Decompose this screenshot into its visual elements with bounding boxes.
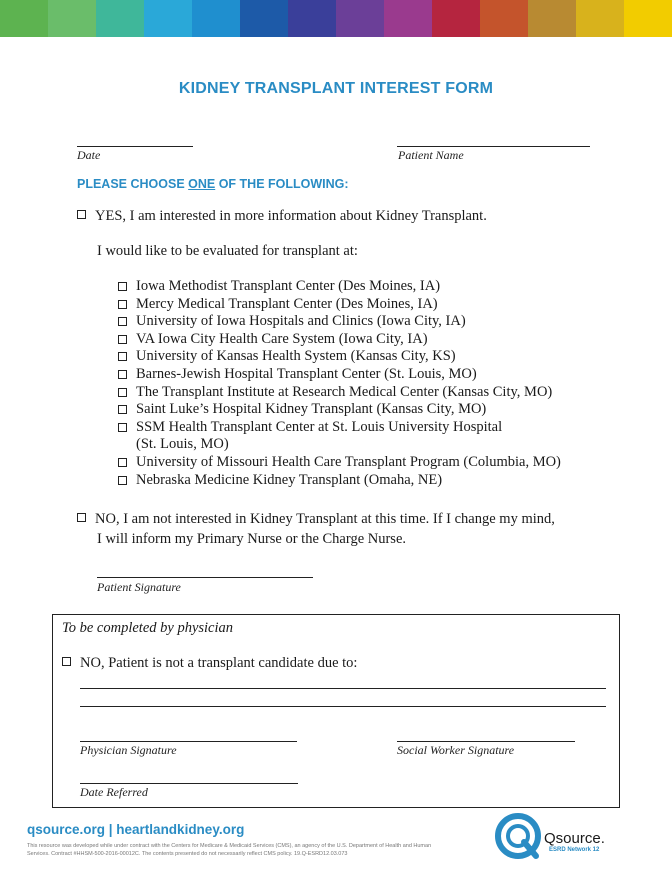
center-name: Barnes-Jewish Hospital Transplant Center (St. Louis, MO): [136, 365, 477, 382]
no-checkbox[interactable]: [77, 513, 86, 522]
date-referred-line[interactable]: [80, 783, 298, 784]
choose-before: PLEASE CHOOSE: [77, 177, 189, 191]
date-line[interactable]: [77, 146, 193, 147]
color-band: [0, 0, 672, 37]
color-band-segment: [0, 0, 48, 37]
color-band-segment: [144, 0, 192, 37]
date-referred-label: Date Referred: [80, 785, 148, 799]
center-checkbox[interactable]: [118, 335, 127, 344]
center-name: VA Iowa City Health Care System (Iowa City, IA): [136, 330, 428, 347]
center-name-continuation: (St. Louis, MO): [136, 436, 229, 453]
physician-section-heading: To be completed by physician: [62, 620, 234, 636]
center-checkbox[interactable]: [118, 370, 127, 379]
color-band-segment: [96, 0, 144, 37]
patient-name-line[interactable]: [397, 146, 590, 147]
color-band-segment: [336, 0, 384, 37]
not-candidate-option: [62, 655, 357, 672]
color-band-segment: [480, 0, 528, 37]
physician-signature-label: Physician Signature: [80, 743, 177, 757]
choose-one: ONE: [188, 177, 216, 191]
transplant-center-option[interactable]: [118, 296, 638, 314]
center-checkbox[interactable]: [118, 352, 127, 361]
footer-links[interactable]: qsource.org | heartlandkidney.org: [27, 822, 245, 837]
choose-after: OF THE FOLLOWING:: [215, 177, 349, 191]
evaluation-prompt: I would like to be evaluated for transplant at:: [97, 243, 358, 259]
center-name: Iowa Methodist Transplant Center (Des Moines, IA): [136, 278, 441, 294]
transplant-center-option[interactable]: [118, 278, 638, 296]
transplant-center-list: [118, 278, 638, 489]
no-option-line1: NO, I am not interested in Kidney Transplant at this time. If I change my mind,: [95, 511, 555, 527]
footer-disclaimer: This resource was developed while under contract with the Centers for Medicare & Medicaid Services (CMS), an agency of the U.S. Department of Health and Human Services. Contract #HHSM-500-2016-00012C. The contents presented do not necessarily reflect CMS policy. 19.Q-ESRD12.03.073: [27, 843, 432, 857]
center-name: University of Kansas Health System (Kansas City, KS): [136, 348, 456, 365]
yes-checkbox[interactable]: [77, 210, 86, 219]
center-checkbox[interactable]: [118, 300, 127, 309]
physician-signature-line[interactable]: [80, 741, 297, 742]
logo-name: Qsource.: [544, 830, 605, 847]
center-name: The Transplant Institute at Research Medical Center (Kansas City, MO): [136, 383, 553, 400]
transplant-center-option[interactable]: [118, 419, 638, 454]
reason-line-1[interactable]: [80, 688, 606, 689]
color-band-segment: [432, 0, 480, 37]
center-name: SSM Health Transplant Center at St. Louis University Hospital: [136, 418, 503, 435]
center-name: University of Iowa Hospitals and Clinics (Iowa City, IA): [136, 313, 466, 330]
patient-signature-line[interactable]: [97, 577, 313, 578]
transplant-center-option[interactable]: [118, 401, 638, 419]
center-checkbox[interactable]: [118, 317, 127, 326]
center-checkbox[interactable]: [118, 388, 127, 397]
reason-line-2[interactable]: [80, 706, 606, 707]
patient-name-label: Patient Name: [398, 148, 464, 162]
center-name: Mercy Medical Transplant Center (Des Moines, IA): [136, 295, 438, 312]
date-label: Date: [77, 148, 101, 162]
transplant-center-option[interactable]: [118, 472, 638, 490]
color-band-segment: [384, 0, 432, 37]
color-band-segment: [288, 0, 336, 37]
yes-option: [77, 206, 487, 226]
yes-option-text: YES, I am interested in more information about Kidney Transplant.: [95, 208, 487, 224]
not-candidate-text: NO, Patient is not a transplant candidate due to:: [80, 655, 358, 671]
center-name: Nebraska Medicine Kidney Transplant (Omaha, NE): [136, 471, 443, 488]
social-worker-signature-line[interactable]: [397, 741, 575, 742]
center-checkbox[interactable]: [118, 405, 127, 414]
color-band-segment: [192, 0, 240, 37]
transplant-center-option[interactable]: [118, 348, 638, 366]
choose-instruction: [77, 177, 349, 191]
transplant-center-option[interactable]: [118, 366, 638, 384]
color-band-segment: [48, 0, 96, 37]
center-checkbox[interactable]: [118, 458, 127, 467]
center-name: University of Missouri Health Care Transplant Program (Columbia, MO): [136, 453, 561, 470]
color-band-segment: [528, 0, 576, 37]
not-candidate-checkbox[interactable]: [62, 657, 71, 666]
physician-section: [52, 614, 620, 808]
transplant-center-option[interactable]: [118, 454, 638, 472]
social-worker-signature-label: Social Worker Signature: [397, 743, 515, 757]
transplant-center-option[interactable]: [118, 384, 638, 402]
center-checkbox[interactable]: [118, 423, 127, 432]
center-name: Saint Luke’s Hospital Kidney Transplant (Kansas City, MO): [136, 401, 487, 418]
logo-subtitle: ESRD Network 12: [549, 847, 600, 853]
patient-signature-label: Patient Signature: [97, 580, 181, 594]
color-band-segment: [240, 0, 288, 37]
no-option-line2: I will inform my Primary Nurse or the Charge Nurse.: [97, 531, 407, 547]
form-title: KIDNEY TRANSPLANT INTEREST FORM: [178, 80, 494, 97]
center-checkbox[interactable]: [118, 476, 127, 485]
color-band-segment: [576, 0, 624, 37]
transplant-center-option[interactable]: [118, 313, 638, 331]
color-band-segment: [624, 0, 672, 37]
center-checkbox[interactable]: [118, 282, 127, 291]
transplant-center-option[interactable]: [118, 331, 638, 349]
no-option: [77, 509, 617, 549]
